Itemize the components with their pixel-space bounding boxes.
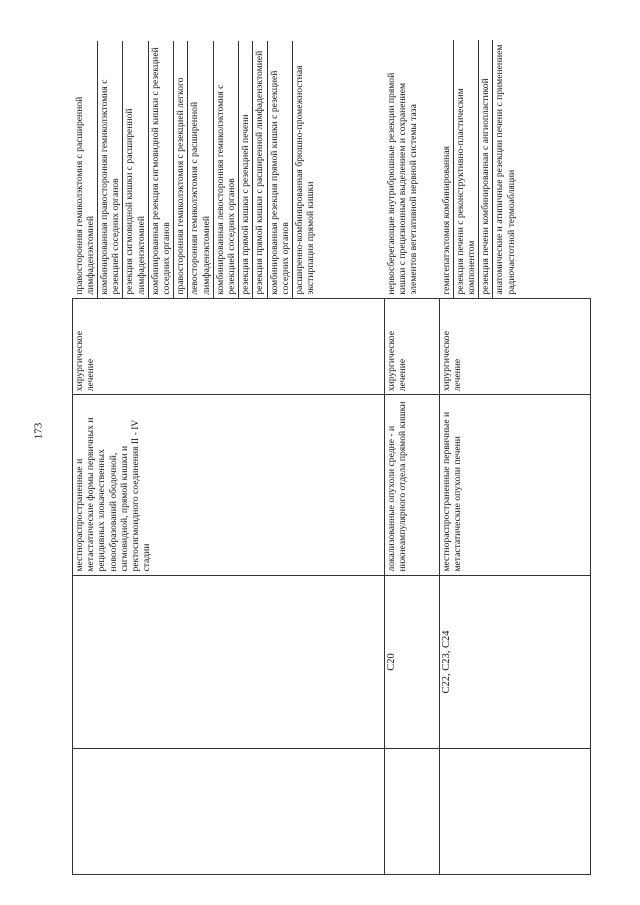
method-cell: хирургическое лечение <box>440 298 591 395</box>
treatment-item: комбинированная правосторонняя гемиколэктомия с резекцией соседних органов <box>98 41 123 298</box>
treatment-item: резекция прямой кишки с резекцией печени <box>239 41 253 298</box>
method-cell: хирургическое лечение <box>73 298 385 395</box>
empty-cell <box>440 749 591 875</box>
icd-code: C20 <box>385 575 440 749</box>
treatment-item: резекция печени с реконструктивно-пластическим компонентом <box>454 41 479 298</box>
treatment-item: резекция прямой кишки с расширенной лимфаденэктомией <box>253 41 267 298</box>
page-number: 173 <box>32 422 45 440</box>
diagnosis-cell: местнораспространенные и метастатические формы первичных и рецидивных злокачественных новообразований ободочной, сигмовидной, прямой кишки и ректосигмоидного соединения II - IV стадии <box>73 395 385 575</box>
treatment-item: комбинированная резекция прямой кишки с резекцией соседних органов <box>268 41 293 298</box>
diagnosis-cell: местнораспространенные первичные и метастатические опухоли печени <box>440 395 591 575</box>
icd-code: C22, C23, C24 <box>440 575 591 749</box>
treatment-item: левосторонняя гемиколэктомия с расширенной лимфаденэктомией <box>188 41 213 298</box>
treatment-item: комбинированная левосторонняя гемиколэктомия с резекцией соседних органов <box>214 41 239 298</box>
icd-code <box>73 575 385 749</box>
treatment-item: анатомические и атипичные резекции печени с применением радиочастотной термоабляции <box>494 44 517 295</box>
treatment-item: гемигепатэктомия комбинированная <box>440 41 454 298</box>
treatment-item: правосторонняя гемиколэктомия с расширенной лимфаденэктомией <box>73 41 98 298</box>
table-row <box>73 41 385 875</box>
treatment-item: расширенно-комбинированная брюшно-промежностная экстирпация прямой кишки <box>293 65 317 295</box>
treatment-item: резекция сигмовидной кишки с расширенной лимфаденэктомией <box>123 41 148 298</box>
treatment-item: комбинированная резекция сигмовидной кишки с резекцией соседних органов <box>149 41 174 298</box>
table-row <box>440 41 591 875</box>
table-row <box>385 41 440 875</box>
method-cell: хирургическое лечение <box>385 298 440 395</box>
treatment-item: правосторонняя гемиколэктомия с резекцией легкого <box>174 41 188 298</box>
treatment-table <box>72 40 591 875</box>
rotated-table-page <box>72 40 590 875</box>
treatment-list <box>73 41 385 299</box>
diagnosis-cell: локализованные опухоли средне - и нижнеампулярного отдела прямой кишки <box>385 395 440 575</box>
treatment-list <box>385 41 440 299</box>
treatment-list <box>440 41 591 299</box>
treatment-item: резекция печени комбинированная с ангиопластикой <box>479 41 493 298</box>
treatment-item: нервосберегающие внутрибрюшные резекции прямой кишки с прецизионным выделением и сохранением элементов вегетативной нервной системы таза <box>385 72 419 295</box>
empty-cell <box>385 749 440 875</box>
empty-cell <box>73 749 385 875</box>
